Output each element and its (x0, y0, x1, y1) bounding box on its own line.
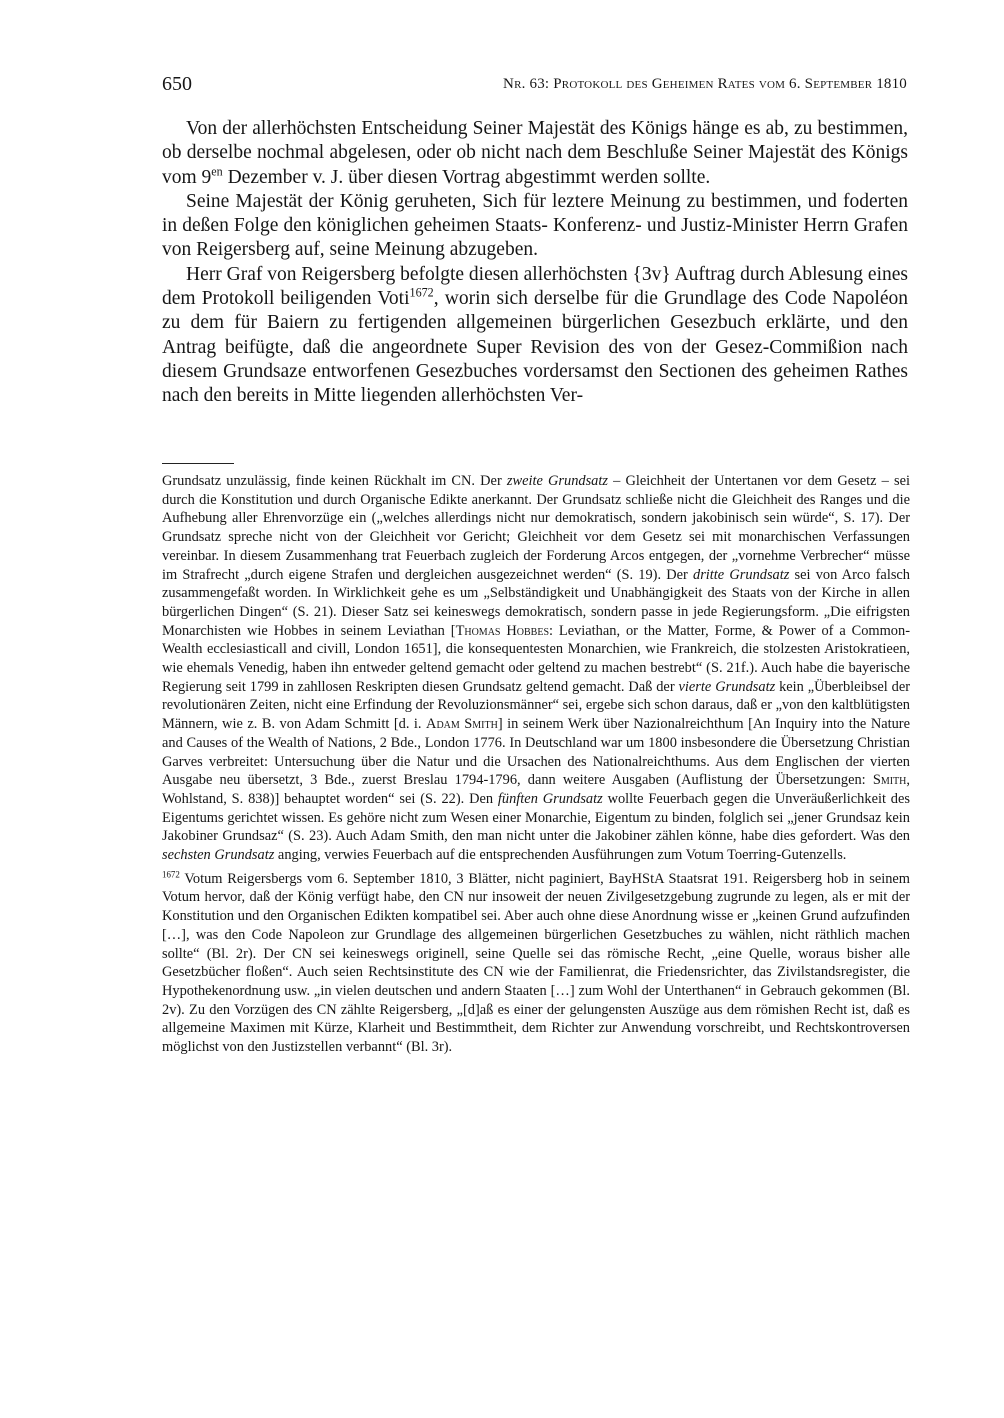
text-run: Votum Reigersbergs vom 6. September 1810, 3 Blätter, nicht paginiert, BayHStA Staatsrat 191. Reigersberg hob in seinem Votum hervor, daß der König verfügt habe, den CN nur insoweit der neuen Zivilgesetzgebung zugrunde zu legen, als er mit der Konstitution und den Organischen Edikten kompatibel sei. Aber auch ohne diese Anordnung wisse er „keinen Grund aufzufinden […], was den Code Napoleon zur Grundlage des allgemeinen bürgerlichen Gesetzbuches zu wählen, nicht räthlich machen sollte“ (Bl. 2r). Der CN sei keineswegs originell, seine Quelle sei das römische Recht, „eine Quelle, woraus bisher alle Gesetzbücher floßen“. Auch seien Rechtsinstitute des CN wie der Familienrat, die Friedensrichter, das Zivilstandsregister, die Hypothekenordnung usw. „in vielen deutschen und andern Staaten […] zum Wohl der Unterthanen“ in Gebrauch gekommen (Bl. 2v). Zu den Vorzügen des CN zählte Reigersberg, „[d]aß es einer der gelungensten Auszüge aus dem römishen Recht ist, daß es allgemeine Maximen mit Kürze, Klarheit und Bestimmtheit, dem Richter zur Anwendung vorschreibt, und Rechtskontroversen möglichst von den Justizstellen verbannt“ (Bl. 3r). (162, 870, 910, 1056)
text-run: Herr Graf von Reigersberg befolgte diesen allerhöchsten {3v} Auftrag durch Ablesung eines dem Protokoll beiligenden Voti (162, 263, 908, 310)
footnote-1672 (162, 870, 910, 1057)
italic-run: dritte Grundsatz (693, 566, 790, 583)
main-text (162, 117, 908, 409)
smallcaps-run: Smith (872, 772, 907, 789)
text-run: Dezember v. J. über diesen Vortrag abgestimmt werden sollte. (222, 166, 711, 188)
italic-run: zweite Grundsatz (506, 473, 608, 489)
footnotes (162, 472, 910, 1057)
running-head: Nr. 63: Protokoll des Geheimen Rates vom 6. September 1810 (503, 76, 907, 92)
italic-run: sechsten Grundsatz (162, 847, 275, 864)
text-run: Seine Majestät der König geruheten, Sich für leztere Meinung zu bestimmen, und foderten in deßen Folge den königlichen geheimen Staats- Konferenz- und Justiz-Minister Herrn Grafen von Reigersberg auf, seine Meinung abzugeben. (162, 190, 908, 261)
footnote-continuation (162, 472, 910, 865)
text-run: ] in seinem Werk über Nazionalreichthum [An Inquiry into the Nature and Causes of the Wealth of Nations, 2 Bde., London 1776. In Deutschland war um 1800 insbesondere die Übersetzung Christian Garves verbreitet: Untersuchung über die Natur und die Ursachen des Nationalreichthums. Aus dem Englischen der vierten Ausgabe neu übersetzt, 3 Bde., zuerst Breslau 1794-1796, dann weitere Ausgaben (Auflistung der Übersetzungen: (162, 716, 910, 789)
page-header (162, 73, 907, 99)
superscript: en (211, 164, 223, 179)
smallcaps-run: Adam Smith (426, 716, 498, 733)
text-run: – Gleichheit der Untertanen vor dem Gesetz – sei durch die Konstitution und durch Organische Edikte anerkannt. Der Grundsatz schließe nicht die Gleichheit des Ranges und die Aufhebung aller Ehrenvorzüge ein („welches allerdings nicht nur demokratisch, sondern jakobinisch sein würde“, S. 17). Der Grundsatz spreche nicht von der Gleichheit vor Gericht; Gleichheit vor dem Gesetz sei mit monarchischen Verfassungen vereinbar. In diesem Zusammenhang trat Feuerbach zugleich der Forderung Arcos entgegen, der „vornehme Verbrecher“ müsse im Strafrecht „durch eigene Strafen und dergleichen ausgezeichnet werden“ (S. 19). Der (162, 473, 911, 583)
body-paragraph (162, 263, 908, 409)
text-run: , worin sich derselbe für die Grundlage des Code Napoléon zu dem für Baiern zu fertigenden allgemeinen bürgerlichen Gesezbuch erklärte, und den Antrag beifügte, daß die angeordnete Super Revision des von der Gesez-Commißion nach diesem Grundsaze entworfenen Gesezbuches vordersamst den Sectionen des geheimen Rathes nach den bereits in Mitte liegenden allerhöchsten Ver- (162, 288, 909, 407)
smallcaps-run: Thomas Hobbes (455, 622, 550, 639)
text-run: kein „Überbleibsel der revolutionären Zeiten, nicht eine Erfindung der Revoluzionsmänner“ sei, ergebe sich schon daraus, daß er „von den kaltblütigsten Männern, wie z. B. von Adam Schmitt [d. i. (162, 678, 910, 733)
text-run: wollte Feuerbach gegen die Unveräußerlichkeit des Eigentums gerichtet wissen. Es gehöre nicht zum Wesen einer Monarchie, Eigentum zu binden, folglich sei „jener Grundsaz kein Jakobiner Grundsaz“ (S. 23). Auch Adam Smith, den man nicht unter die Jakobiner zählen könne, habe dies gefordert. Was den (162, 790, 910, 845)
italic-run: vierte Grundsatz (678, 678, 776, 695)
footnote-separator (162, 463, 234, 464)
footnote-number: 1672 (162, 869, 180, 880)
text-run: : Leviathan, or the Matter, Forme, & Power of a Common-Wealth ecclesiasticall and civill, London 1651], die konsequentesten Monarchien, wie Frankreich, die stolzesten Aristokratieen, wie ehemals Venedig, haben ihn entweder geltend gemacht oder geltend zu machen bestrebt“ (S. 21f.). Auch habe die bayerische Regierung seit 1799 in zahllosen Reskripten diesen Grundsatz geltend gemacht. Daß der (162, 622, 910, 695)
page-number: 650 (162, 73, 192, 95)
text-run: Grundsatz unzulässig, finde keinen Rückhalt im CN. Der (162, 473, 507, 489)
text-run: anging, verwies Feuerbach auf die entsprechenden Ausführungen zum Votum Toerring-Gutenzells. (274, 847, 847, 864)
text-run: , Wohlstand, S. 838)] behauptet worden“ sei (S. 22). Den (162, 772, 910, 807)
text-run: sei von Arco falsch zusammengefaßt worden. In Wirklichkeit gehe es um „Selbständigkeit und Unabhängigkeit des Staats von der Kirche in allen bürgerlichen Dingen“ (S. 21). Dieser Satz sei keineswegs demokratisch, sondern passe in jede Regierungsform. „Die eifrigsten Monarchisten wie Hobbes in seinem Leviathan [ (162, 566, 910, 639)
italic-run: fünften Grundsatz (497, 790, 603, 807)
footnote-reference: 1672 (409, 285, 434, 300)
text-run: Von der allerhöchsten Entscheidung Seiner Majestät des Königs hänge es ab, zu bestimmen, ob derselbe nochmal abgelesen, oder ob nicht nach dem Beschluße Seiner Majestät des Königs vom 9 (162, 118, 908, 188)
body-paragraph (162, 117, 908, 190)
body-paragraph (162, 190, 908, 263)
